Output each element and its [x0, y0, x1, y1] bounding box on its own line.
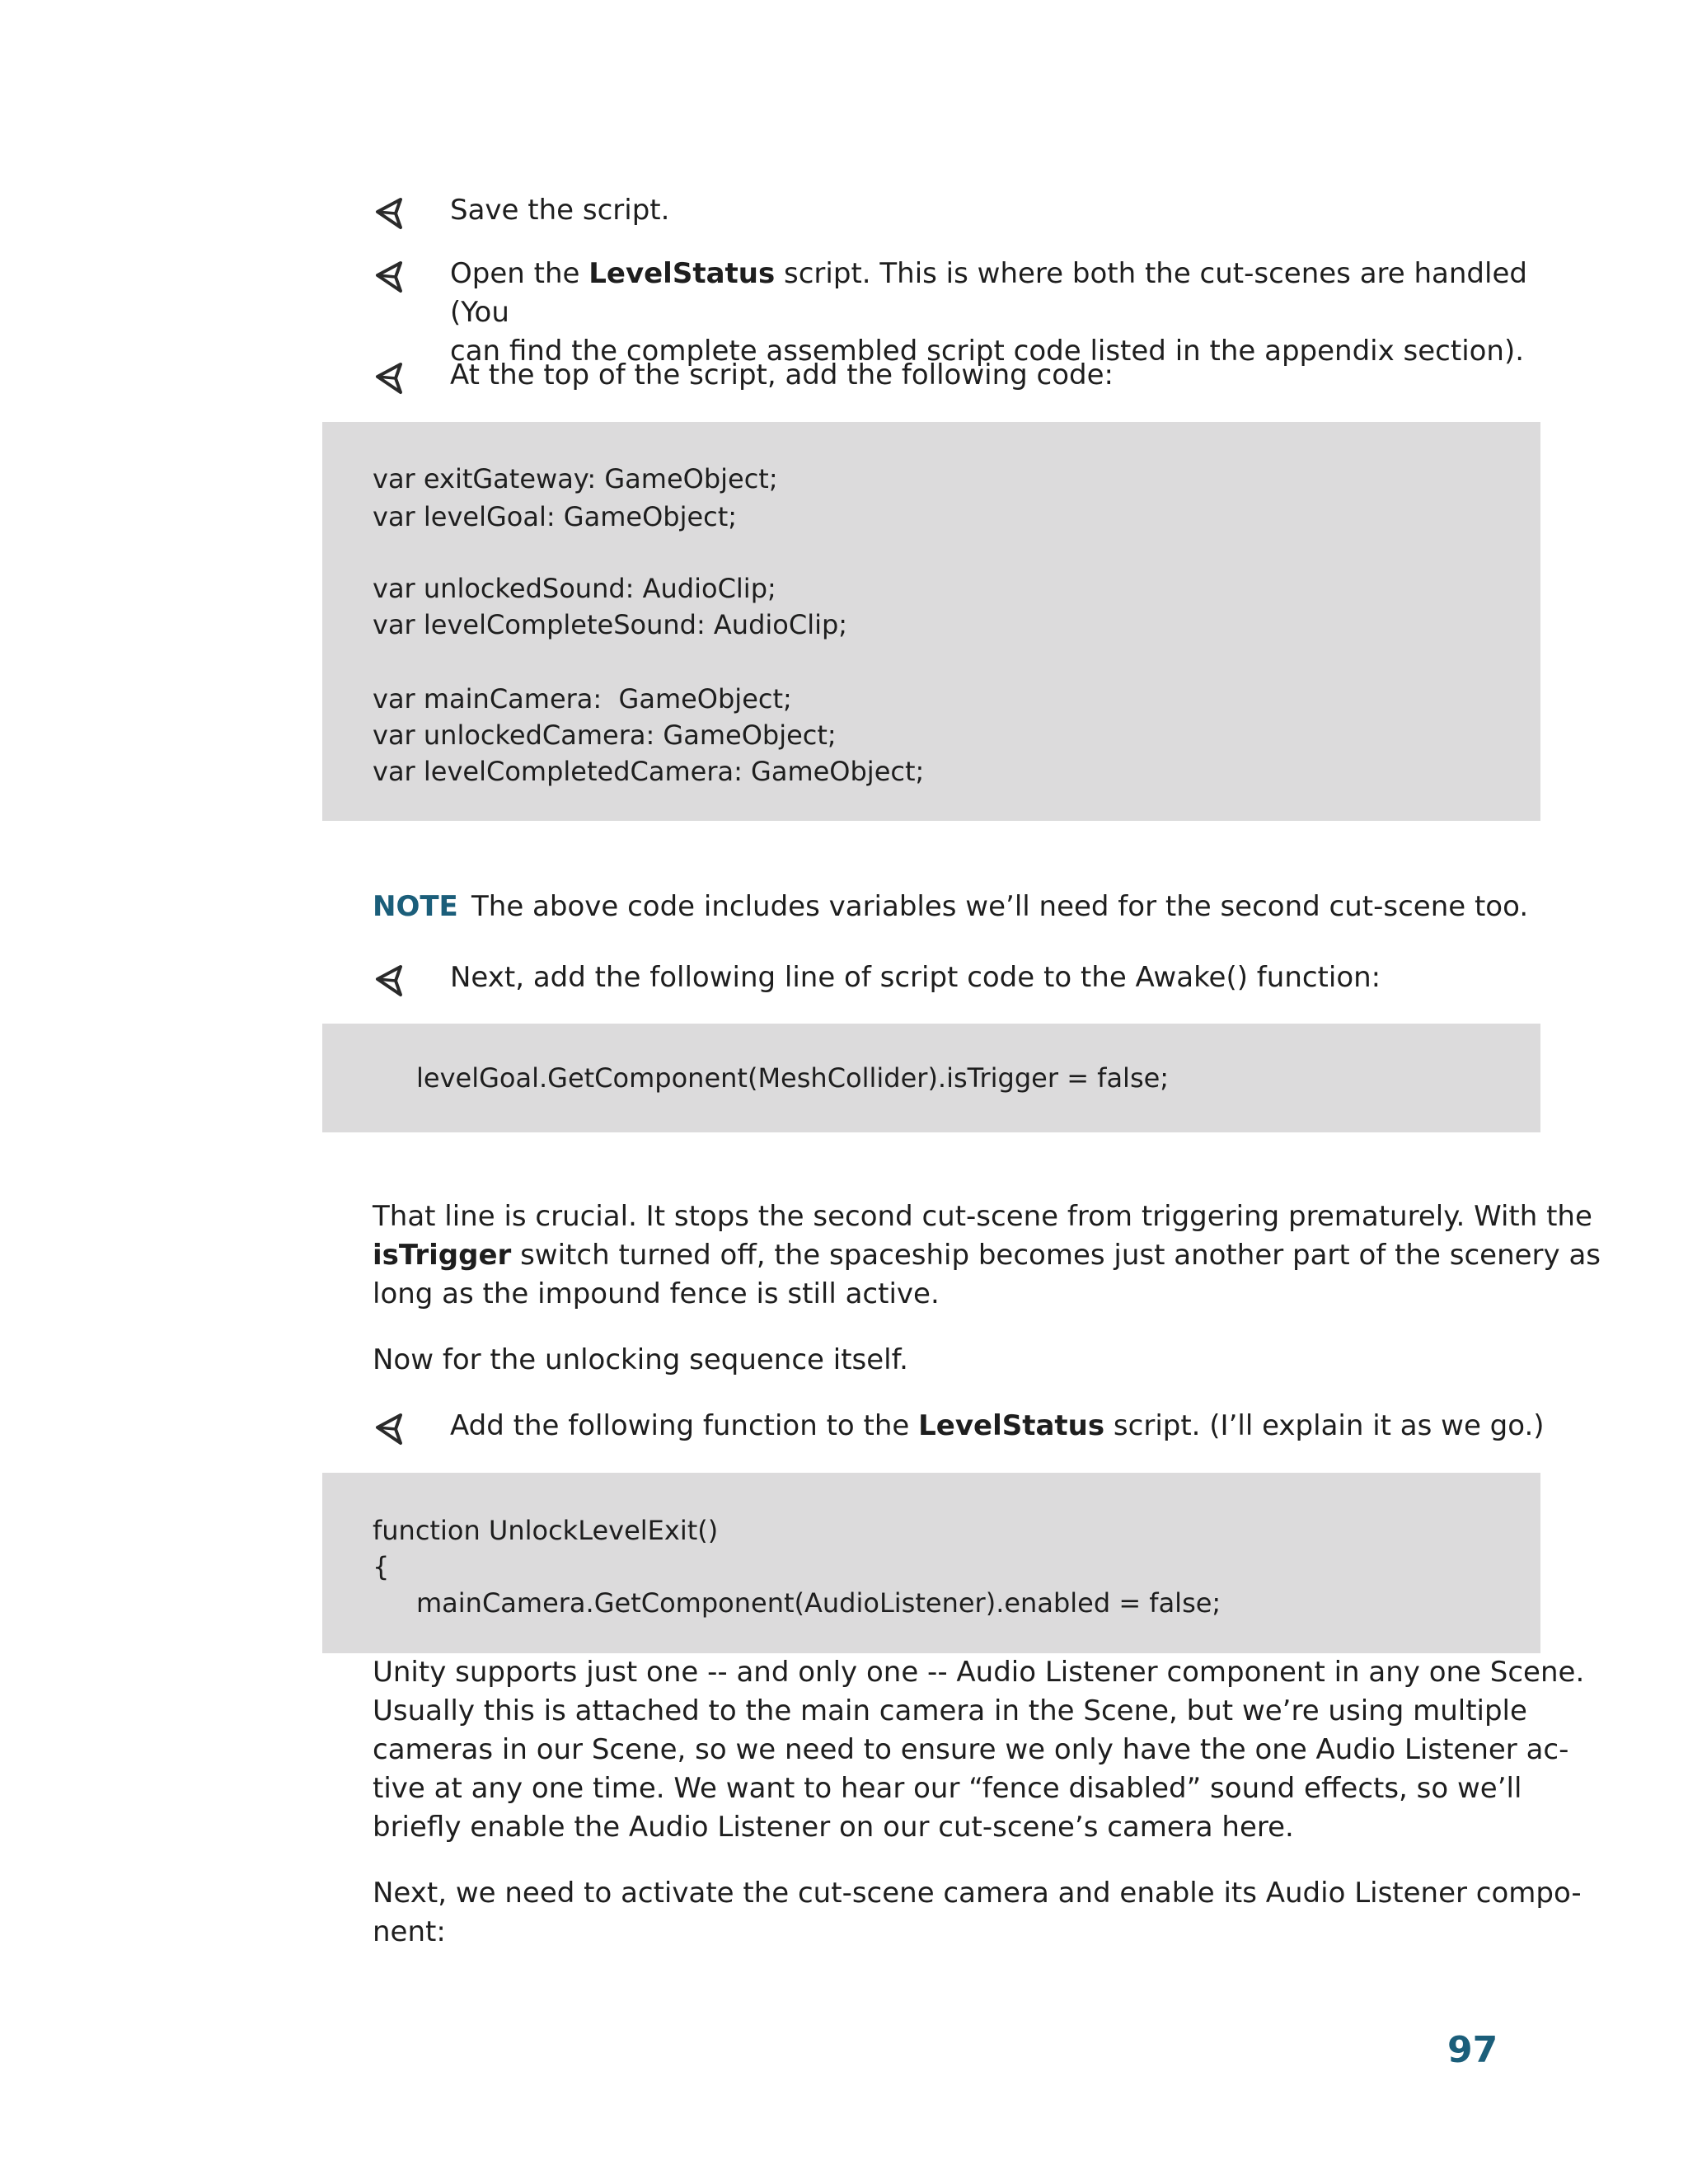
unity-logo-icon: [373, 196, 407, 231]
code-line: var levelCompletedCamera: GameObject;: [373, 756, 925, 787]
paragraph-line: tive at any one time. We want to hear our “fence disabled” sound effects, so we’ll: [373, 1772, 1522, 1805]
code-line: mainCamera.GetComponent(AudioListener).enabled = false;: [416, 1587, 1221, 1619]
code-line: function UnlockLevelExit(): [373, 1515, 719, 1546]
unity-logo-icon: [373, 963, 407, 998]
paragraph-line: nent:: [373, 1915, 446, 1948]
paragraph-line: [373, 1236, 1601, 1275]
instruction-text: [450, 255, 1554, 371]
note-text: The above code includes variables we’ll need for the second cut-scene too.: [471, 890, 1529, 923]
code-block: [322, 422, 1540, 821]
instruction-text-part: Add the following function to the: [450, 1409, 919, 1442]
unity-logo-icon: [373, 361, 407, 396]
code-line: var levelCompleteSound: AudioClip;: [373, 609, 848, 640]
instruction-text-part: script. (I’ll explain it as we go.): [1104, 1409, 1545, 1442]
instruction-text-part: Next, add the following line of script code to the Awake() function:: [450, 961, 1381, 994]
paragraph-line: Next, we need to activate the cut-scene camera and enable its Audio Listener compo-: [373, 1877, 1582, 1910]
code-block: [322, 1473, 1540, 1653]
body-paragraph: [373, 1197, 1601, 1314]
instruction-text: [450, 356, 1554, 395]
paragraph-line: long as the impound fence is still active.: [373, 1277, 940, 1310]
paragraph-text: switch turned off, the spaceship becomes just another part of the scenery as: [520, 1239, 1601, 1272]
instruction-text: [450, 191, 1554, 230]
code-line: var mainCamera: GameObject;: [373, 683, 792, 715]
paragraph-line: That line is crucial. It stops the second cut-scene from triggering prematurely. With the: [373, 1200, 1592, 1233]
code-line: var unlockedCamera: GameObject;: [373, 719, 837, 751]
script-name: LevelStatus: [588, 257, 776, 290]
code-line: levelGoal.GetComponent(MeshCollider).isTrigger = false;: [416, 1062, 1170, 1094]
code-block: [322, 1024, 1540, 1132]
paragraph-line: cameras in our Scene, so we need to ensure we only have the one Audio Listener ac-: [373, 1733, 1569, 1766]
instruction-text-part: Open the: [450, 257, 589, 290]
note-label: NOTE: [373, 890, 458, 923]
instruction-text-part: At the top of the script, add the following code:: [450, 359, 1114, 391]
paragraph-line: briefly enable the Audio Listener on our cut-scene’s camera here.: [373, 1811, 1294, 1844]
code-line: var unlockedSound: AudioClip;: [373, 573, 776, 604]
instruction-text-part: script. This is where both the cut-scenes are handled (You: [450, 257, 1527, 329]
unity-logo-icon: [373, 260, 407, 294]
script-name: LevelStatus: [918, 1409, 1105, 1442]
instruction-text: [450, 1407, 1554, 1446]
instruction-text-part: can find the complete assembled script code listed in the appendix section).: [450, 335, 1525, 368]
paragraph-line: Unity supports just one -- and only one -- Audio Listener component in any one Scene.: [373, 1656, 1585, 1689]
instruction-text-part: Save the script.: [450, 194, 670, 227]
code-line: var exitGateway: GameObject;: [373, 463, 778, 494]
paragraph-line: Now for the unlocking sequence itself.: [373, 1343, 908, 1376]
unity-logo-icon: [373, 1412, 407, 1446]
term-highlight: isTrigger: [373, 1239, 512, 1272]
instruction-text: [450, 958, 1554, 997]
code-line: var levelGoal: GameObject;: [373, 501, 738, 532]
page-number: 97: [1447, 2029, 1498, 2071]
code-line: {: [373, 1551, 390, 1582]
body-paragraph: [373, 1341, 1543, 1380]
paragraph-line: Usually this is attached to the main camera in the Scene, but we’re using multiple: [373, 1694, 1527, 1727]
body-paragraph: [373, 1653, 1585, 1847]
body-paragraph: [373, 1874, 1582, 1952]
